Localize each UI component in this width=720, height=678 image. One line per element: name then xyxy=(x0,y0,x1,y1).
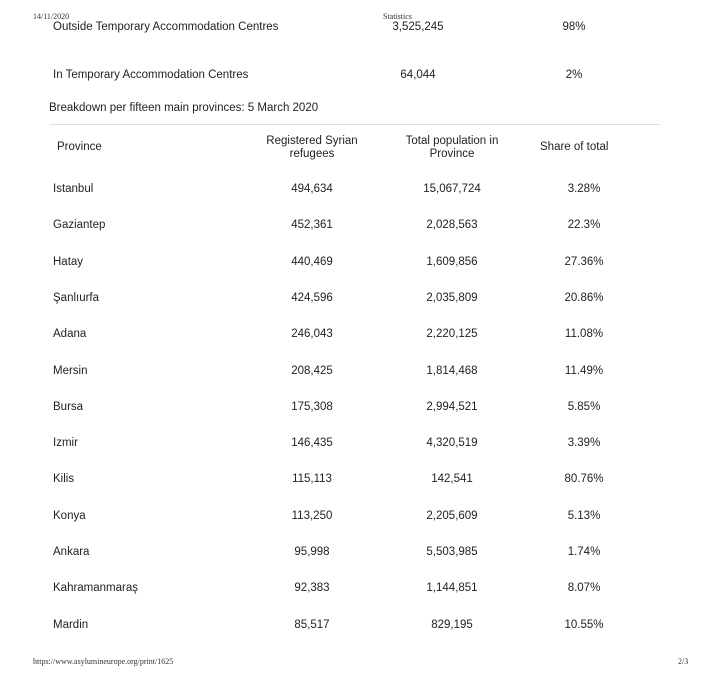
accommodation-count-inside: 64,044 xyxy=(400,69,436,81)
table-row xyxy=(0,219,720,233)
cell-population: 2,220,125 xyxy=(426,328,478,341)
cell-refugees: 85,517 xyxy=(294,618,330,631)
cell-refugees: 424,596 xyxy=(291,291,333,304)
table-row xyxy=(0,546,720,560)
cell-population: 4,320,519 xyxy=(426,437,478,450)
cell-province: Bursa xyxy=(53,400,84,413)
cell-province: Hatay xyxy=(53,255,84,268)
cell-province: Mersin xyxy=(53,364,88,377)
table-row xyxy=(0,256,720,270)
accommodation-label-inside: In Temporary Accommodation Centres xyxy=(53,69,249,81)
cell-population: 2,994,521 xyxy=(426,400,478,413)
cell-population: 15,067,724 xyxy=(423,183,481,195)
table-row xyxy=(0,328,720,342)
header-refugees: Registered Syrian refugees xyxy=(266,135,358,160)
cell-province: Kilis xyxy=(53,473,75,486)
cell-population: 1,609,856 xyxy=(426,255,478,268)
cell-population: 5,503,985 xyxy=(426,546,478,558)
table-row xyxy=(0,510,720,524)
cell-share: 5.13% xyxy=(567,509,601,522)
cell-refugees: 113,250 xyxy=(291,509,333,522)
cell-share: 11.08% xyxy=(564,328,604,341)
cell-share: 3.28% xyxy=(567,183,601,195)
cell-share: 3.39% xyxy=(567,437,601,450)
cell-province: Şanlıurfa xyxy=(53,291,100,304)
breakdown-title: Breakdown per fifteen main provinces: 5 March 2020 xyxy=(49,102,319,114)
table-row xyxy=(0,292,720,306)
accommodation-share-outside: 98% xyxy=(562,21,586,33)
table-row xyxy=(0,582,720,596)
print-title: Statistics xyxy=(383,12,412,21)
cell-population: 2,035,809 xyxy=(426,291,478,304)
cell-refugees: 146,435 xyxy=(291,437,333,450)
cell-share: 10.55% xyxy=(564,618,604,631)
cell-refugees: 452,361 xyxy=(291,219,333,232)
divider xyxy=(49,124,660,125)
cell-population: 2,028,563 xyxy=(426,219,478,232)
cell-refugees: 208,425 xyxy=(291,364,333,377)
cell-refugees: 175,308 xyxy=(291,400,333,413)
cell-population: 1,814,468 xyxy=(426,364,478,377)
cell-share: 22.3% xyxy=(567,219,601,232)
cell-province: Mardin xyxy=(53,618,89,631)
cell-province: Istanbul xyxy=(53,183,94,195)
header-share: Share of total xyxy=(540,141,609,153)
cell-share: 1.74% xyxy=(567,546,601,558)
accommodation-count-outside: 3,525,245 xyxy=(392,21,444,33)
cell-refugees: 95,998 xyxy=(294,546,330,558)
cell-refugees: 246,043 xyxy=(291,328,333,341)
cell-province: Kahramanmaraş xyxy=(53,582,139,595)
cell-share: 80.76% xyxy=(564,473,604,486)
cell-province: Gaziantep xyxy=(53,219,106,232)
table-row xyxy=(0,473,720,487)
table-row xyxy=(0,365,720,379)
header-population: Total population in Province xyxy=(405,135,499,160)
cell-share: 8.07% xyxy=(567,582,601,595)
cell-share: 20.86% xyxy=(564,291,604,304)
cell-province: Izmir xyxy=(53,437,78,450)
cell-share: 27.36% xyxy=(564,255,604,268)
accommodation-label-outside: Outside Temporary Accommodation Centres xyxy=(53,21,279,33)
print-url: https://www.asylumineurope.org/print/1625 xyxy=(33,657,174,666)
cell-population: 1,144,851 xyxy=(426,582,478,595)
cell-population: 142,541 xyxy=(431,473,473,486)
table-row xyxy=(0,437,720,451)
cell-refugees: 440,469 xyxy=(291,255,333,268)
accommodation-share-inside: 2% xyxy=(565,69,583,81)
table-row xyxy=(0,619,720,633)
header-province: Province xyxy=(57,141,102,153)
cell-province: Ankara xyxy=(53,546,90,558)
table-row xyxy=(0,183,720,197)
cell-province: Adana xyxy=(53,328,87,341)
cell-population: 2,205,609 xyxy=(426,509,478,522)
table-row xyxy=(0,401,720,415)
cell-province: Konya xyxy=(53,509,86,522)
cell-refugees: 494,634 xyxy=(291,183,333,195)
print-date: 14/11/2020 xyxy=(33,12,70,21)
cell-share: 11.49% xyxy=(564,364,604,377)
cell-refugees: 92,383 xyxy=(294,582,330,595)
cell-share: 5.85% xyxy=(567,400,601,413)
page-number: 2/3 xyxy=(678,657,689,666)
cell-refugees: 115,113 xyxy=(292,473,332,486)
cell-population: 829,195 xyxy=(431,618,473,631)
